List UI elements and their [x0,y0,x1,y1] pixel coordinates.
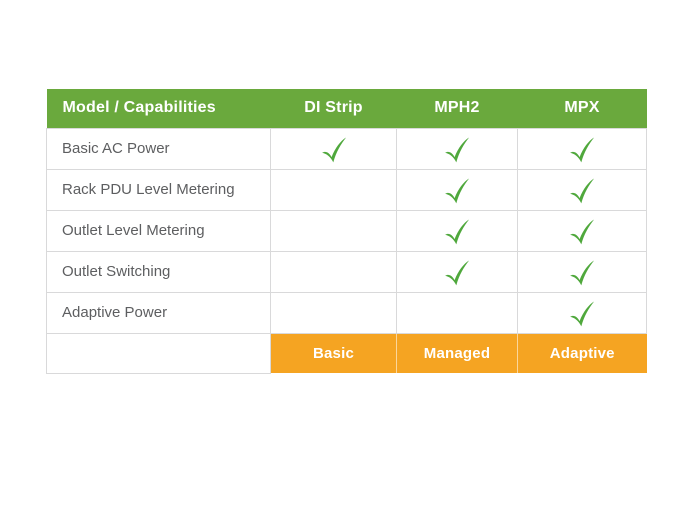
checkmark-icon [568,177,596,206]
table-row [47,210,647,251]
capability-check-cell [518,251,647,292]
column-header-di-strip: DI Strip [271,89,397,128]
checkmark-icon [443,218,471,247]
tier-badge-basic: Basic [271,333,397,373]
capabilities-table [46,89,647,374]
checkmark-icon [443,259,471,288]
capability-empty-cell [397,292,518,333]
checkmark-icon [568,259,596,288]
table-footer [47,333,647,373]
capability-check-cell [518,292,647,333]
row-label: Adaptive Power [47,292,271,333]
row-label: Outlet Level Metering [47,210,271,251]
checkmark-icon [568,218,596,247]
capability-check-cell [518,128,647,169]
table-row [47,128,647,169]
row-label: Basic AC Power [47,128,271,169]
capability-empty-cell [271,292,397,333]
capability-check-cell [397,210,518,251]
tier-badge-managed: Managed [397,333,518,373]
column-header-model-capabilities: Model / Capabilities [47,89,271,128]
capability-check-cell [397,251,518,292]
capability-empty-cell [271,210,397,251]
checkmark-icon [443,136,471,165]
table-row [47,169,647,210]
row-label: Outlet Switching [47,251,271,292]
row-label: Rack PDU Level Metering [47,169,271,210]
column-header-mph2: MPH2 [397,89,518,128]
checkmark-icon [568,136,596,165]
capability-check-cell [518,169,647,210]
capability-check-cell [518,210,647,251]
capability-empty-cell [271,251,397,292]
tier-badge-adaptive: Adaptive [518,333,647,373]
capability-empty-cell [271,169,397,210]
checkmark-icon [320,136,348,165]
table-row [47,292,647,333]
column-header-mpx: MPX [518,89,647,128]
capability-check-cell [397,169,518,210]
checkmark-icon [443,177,471,206]
footer-empty-cell [47,333,271,373]
capability-check-cell [271,128,397,169]
table-body [47,128,647,333]
capability-check-cell [397,128,518,169]
checkmark-icon [568,300,596,329]
table-header [47,89,647,128]
table-row [47,251,647,292]
